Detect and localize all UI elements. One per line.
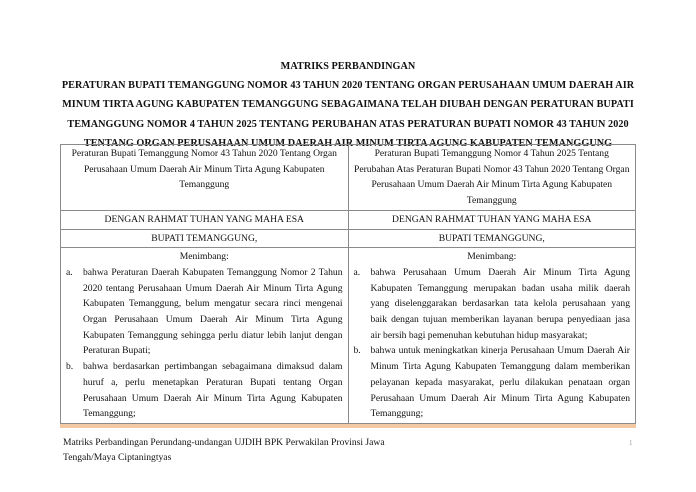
item-text: bahwa Peraturan Daerah Kabupaten Temanggung Nomor 2 Tahun 2020 tentang Perusahaan Umum Daerah Air Minum Tirta Agung Kabupaten Temanggung, belum mengatur secara rinci mengenai Organ Perusahaan Umum Daerah Air Minum Tirta Agung Kabupaten Temanggung sehingga perlu diatur lebih lanjut dengan Peraturan Bupati; — [83, 266, 343, 357]
page-footer — [63, 436, 423, 465]
list-item — [354, 265, 631, 344]
right-menimbang-cell — [348, 248, 636, 424]
item-label: a. — [353, 266, 361, 278]
list-item — [66, 359, 343, 422]
item-label: b. — [353, 345, 361, 357]
document-title — [40, 57, 656, 153]
table-header-row — [61, 145, 636, 211]
item-text: bahwa Perusahaan Umum Daerah Air Minum Tirta Agung Kabupaten Temanggung merupakan badan usaha milik daerah yang diselenggarakan berdasarkan tata kelola perusahaan yang baik dengan tujuan memberikan layanan berupa penyediaan jasa air bersih bagi pemenuhan kebutuhan hidup masyarakat; — [370, 266, 630, 341]
title-line-1: MATRIKS PERBANDINGAN — [280, 61, 416, 72]
list-item — [354, 343, 631, 422]
title-line-4: TEMANGGUNG NOMOR 4 TAHUN 2025 TENTANG PERUBAHAN ATAS PERATURAN BUPATI NOMOR 43 TAHUN 2020 — [67, 118, 629, 130]
menimbang-label: Menimbang: — [179, 251, 229, 263]
footer-line-2: Tengah/Maya Ciptaningtyas — [63, 451, 172, 463]
right-rahmat-cell: DENGAN RAHMAT TUHAN YANG MAHA ESA — [348, 210, 636, 229]
footer-line-1: Matriks Perbandingan Perundang-undangan UJDIH BPK Perwakilan Provinsi Jawa — [63, 437, 385, 448]
left-menimbang-cell — [61, 248, 349, 424]
footer-divider — [60, 424, 636, 428]
comparison-table — [60, 144, 636, 424]
table-row — [61, 210, 636, 229]
title-line-5: TENTANG ORGAN PERUSAHAAN UMUM DAERAH AIR MINUM TIRTA AGUNG KABUPATEN TEMANGGUNG — [83, 137, 613, 149]
item-text: bahwa untuk meningkatkan kinerja Perusahaan Umum Daerah Air Minum Tirta Agung Kabupaten Temanggung dalam memberikan pelayanan kepada masyarakat, perlu dilakukan penataan organ Perusahaan Umum Daerah Air Minum Tirta Agung Kabupaten Temanggung; — [370, 345, 630, 420]
right-bupati-cell: BUPATI TEMANGGUNG, — [348, 229, 636, 248]
item-text: bahwa berdasarkan pertimbangan sebagaimana dimaksud dalam huruf a, perlu menetapkan Peraturan Bupati tentang Organ Perusahaan Umum Daerah Air Minum Tirta Agung Kabupaten Temanggung; — [83, 361, 343, 420]
page-number: 1 — [629, 439, 633, 447]
table-row — [61, 229, 636, 248]
title-line-2: PERATURAN BUPATI TEMANGGUNG NOMOR 43 TAHUN 2020 TENTANG ORGAN PERUSAHAAN UMUM DAERAH AIR — [61, 80, 635, 92]
right-column-header: Peraturan Bupati Temanggung Nomor 4 Tahun 2025 Tentang Perubahan Atas Peraturan Bupati Nomor 43 Tahun 2020 Tentang Organ Perusahaan Umum Daerah Air Minum Tirta Agung Kabupaten Temanggung — [348, 145, 636, 211]
left-bupati-cell: BUPATI TEMANGGUNG, — [61, 229, 349, 248]
item-label: b. — [66, 361, 74, 373]
item-label: a. — [66, 266, 73, 278]
menimbang-label: Menimbang: — [467, 251, 517, 263]
table-row — [61, 248, 636, 424]
list-item — [66, 265, 343, 359]
left-rahmat-cell: DENGAN RAHMAT TUHAN YANG MAHA ESA — [61, 210, 349, 229]
title-line-3: MINUM TIRTA AGUNG KABUPATEN TEMANGGUNG SEBAGAIMANA TELAH DIUBAH DENGAN PERATURAN BUPATI — [62, 99, 634, 111]
left-column-header: Peraturan Bupati Temanggung Nomor 43 Tahun 2020 Tentang Organ Perusahaan Umum Daerah Air Minum Tirta Agung Kabupaten Temanggung — [61, 145, 349, 211]
